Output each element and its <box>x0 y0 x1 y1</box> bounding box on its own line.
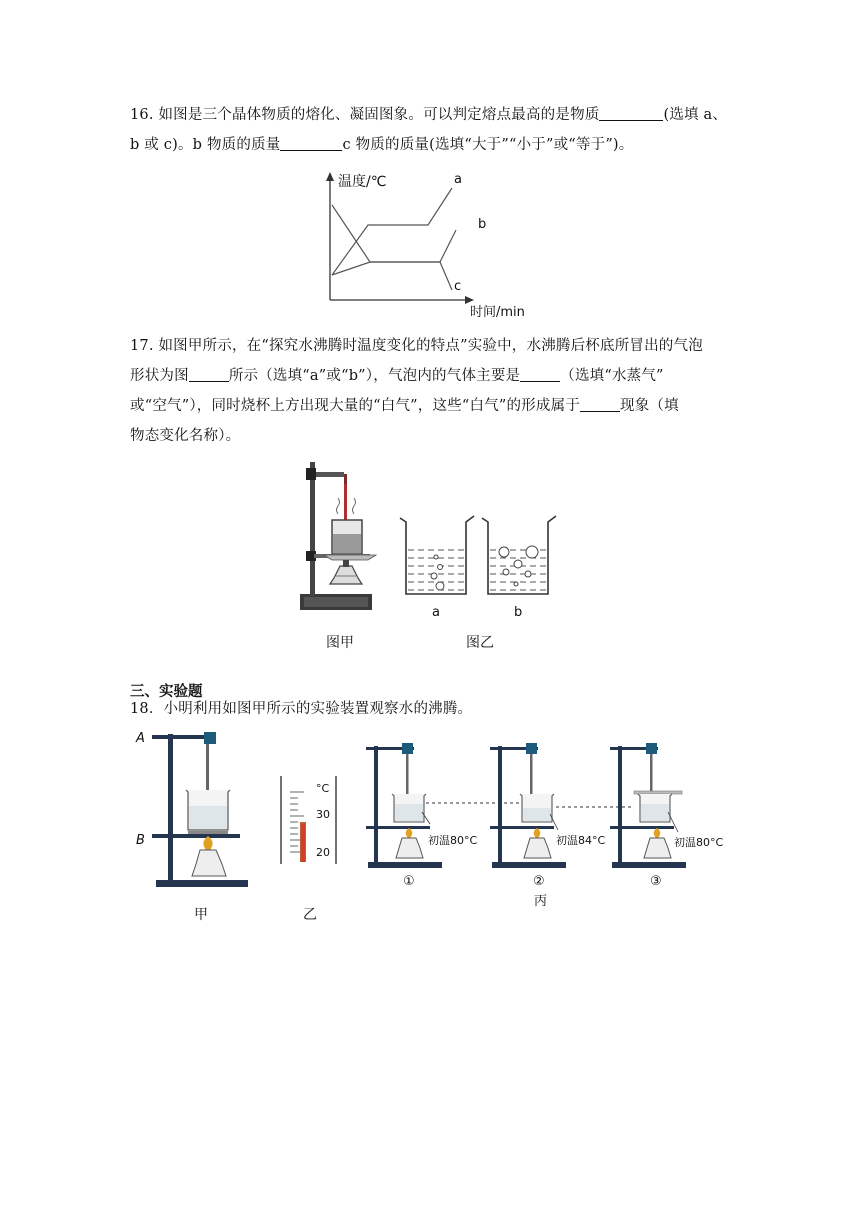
q17-line1: 17. 如图甲所示，在“探究水沸腾时温度变化的特点”实验中，水沸腾后杯底所冒出的气泡 <box>130 338 703 354</box>
q18-fig-bing <box>360 738 732 888</box>
q18-caption-jia: 甲 <box>194 907 208 923</box>
setup-2-temp: 初温84°C <box>556 834 606 847</box>
q17-line3-a: 或“空气”），同时烧杯上方出现大量的“白气”，这些“白气”的形成属于 <box>130 398 581 414</box>
q16-curve-c-label: c <box>454 279 462 294</box>
q16-xlabel: 时间/min <box>470 305 525 320</box>
q16-line2-b: c 物质的质量(选填“大于”“小于”或“等于”)。 <box>342 137 634 153</box>
q16-graph <box>318 168 538 320</box>
setup-2-label: ② <box>533 874 545 888</box>
q18-caption-yi: 乙 <box>303 907 317 923</box>
q16-line1-b: (选填 a、 <box>663 107 728 123</box>
q18-caption-bing: 丙 <box>534 894 548 909</box>
q17-fig-yi-caption: 图乙 <box>466 635 494 651</box>
q16-text <box>130 100 730 160</box>
setup-2 <box>490 743 566 868</box>
q18-line1: 18．小明利用如图甲所示的实验装置观察水的沸腾。 <box>130 701 473 717</box>
q18-fig-yi <box>276 772 356 868</box>
thermo-unit: °C <box>316 782 330 795</box>
q17-blank-3 <box>580 395 620 412</box>
q16-line1-a: 16. 如图是三个晶体物质的熔化、凝固图象。可以判定熔点最高的是物质 <box>130 107 600 123</box>
thermo-30: 30 <box>316 808 330 821</box>
q18-label-B: B <box>136 833 145 848</box>
q16-ylabel: 温度/℃ <box>338 174 387 190</box>
setup-3-label: ③ <box>650 874 662 888</box>
beaker-b-label: b <box>514 605 523 620</box>
q16-curve-b-label: b <box>478 217 487 232</box>
setup-1-label: ① <box>403 874 415 888</box>
q17-blank-2 <box>520 365 560 382</box>
section-3-heading: 三、实验题 <box>130 683 203 700</box>
q16-line2-a: b 或 c)。b 物质的质量 <box>130 137 281 153</box>
q17-fig-jia <box>296 456 386 624</box>
q17-line2-b: 所示（选填“a”或“b”），气泡内的气体主要是 <box>228 368 521 384</box>
setup-1 <box>366 743 442 868</box>
q16-curve-a-label: a <box>454 172 462 187</box>
beaker-a-label: a <box>432 605 440 620</box>
setup-1-temp: 初温80°C <box>428 834 478 847</box>
q17-line3-b: 现象（填 <box>620 398 679 414</box>
q17-line2-c: （选填“水蒸气” <box>560 368 664 384</box>
setup-3-temp: 初温80°C <box>674 836 724 849</box>
q17-text <box>130 331 740 451</box>
q17-line2-a: 形状为图 <box>130 368 189 384</box>
beaker-a <box>400 516 474 594</box>
q18-text <box>130 694 730 724</box>
q18-label-A: A <box>136 731 145 746</box>
q16-blank-2 <box>280 134 342 151</box>
q17-blank-1 <box>189 365 229 382</box>
q17-fig-yi <box>394 512 570 622</box>
q17-line4: 物态变化名称）。 <box>130 428 241 444</box>
setup-3 <box>610 743 686 868</box>
q16-blank-1 <box>599 104 663 121</box>
thermo-20: 20 <box>316 846 330 859</box>
q18-fig-jia <box>130 726 260 896</box>
beaker-b <box>482 516 556 594</box>
q17-fig-jia-caption: 图甲 <box>326 635 354 651</box>
